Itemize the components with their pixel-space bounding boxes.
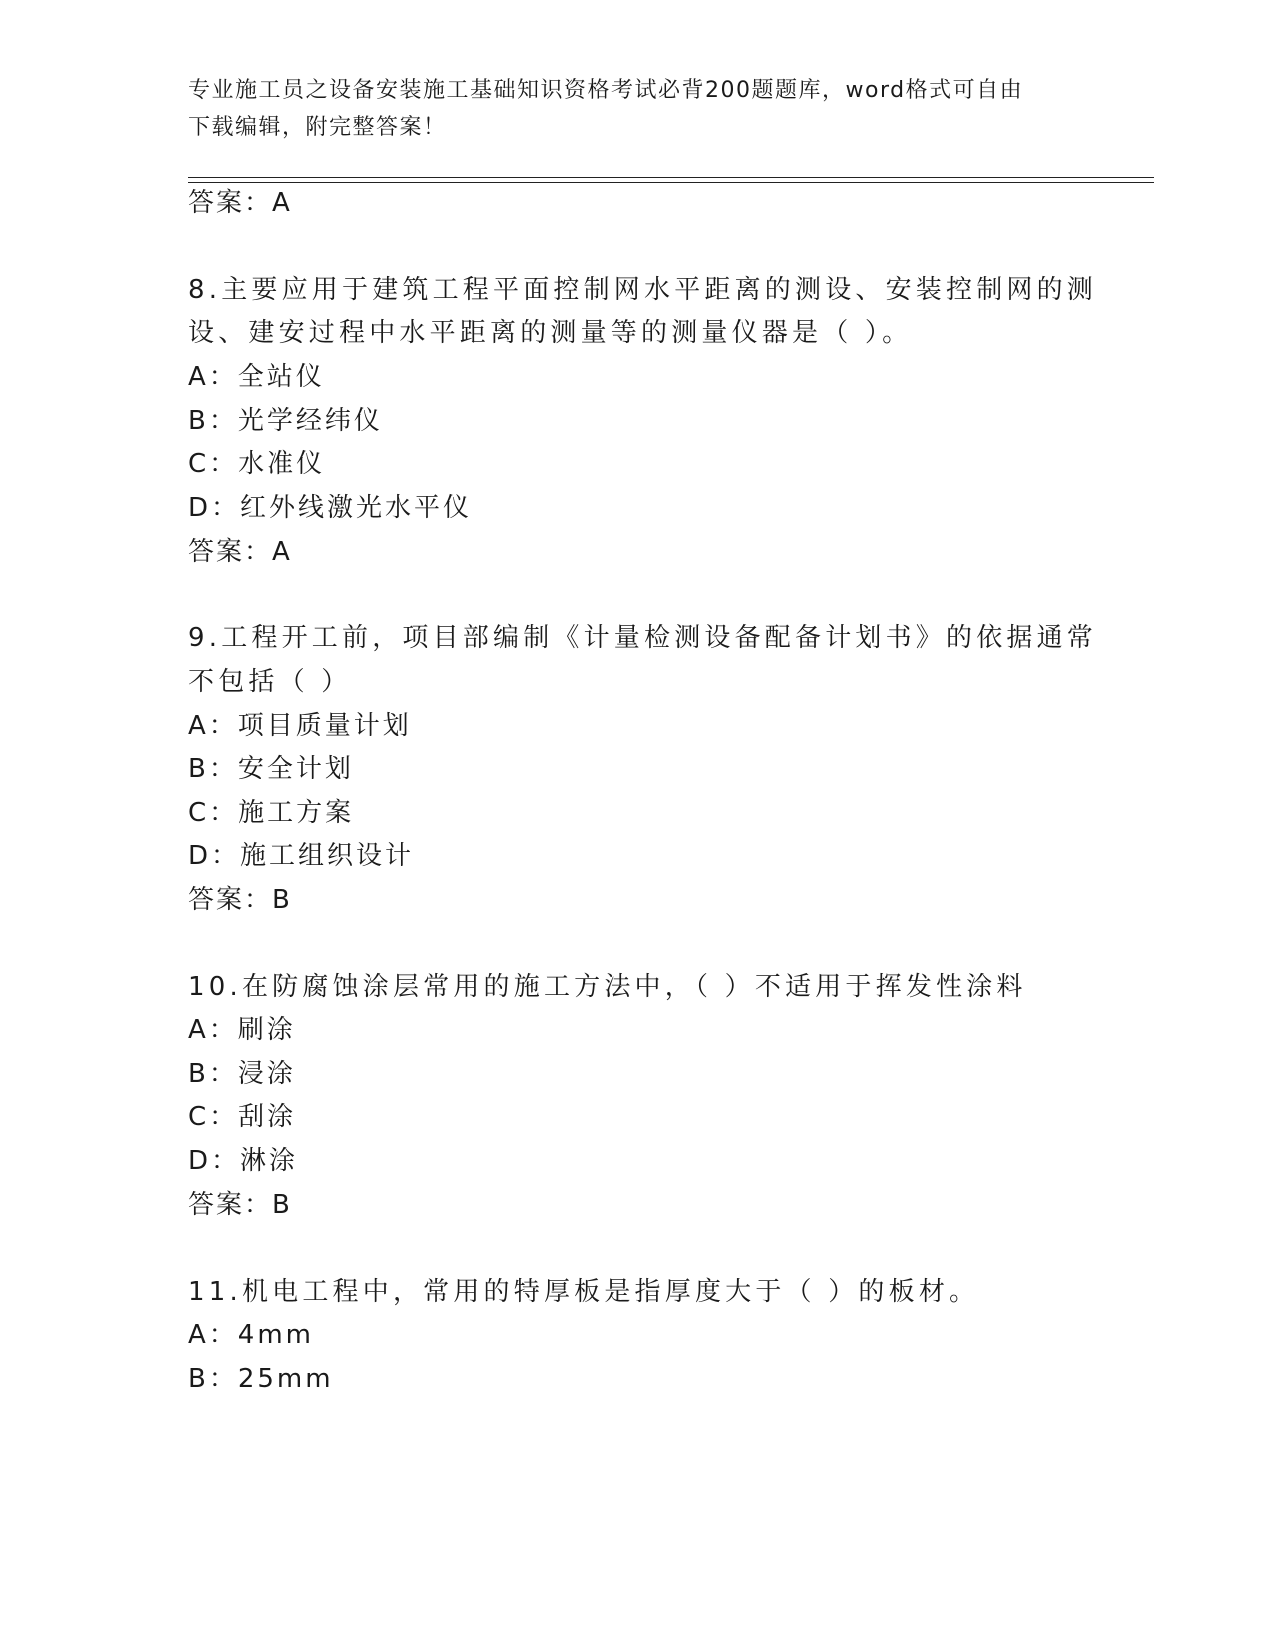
header-title-line-2: 下载编辑，附完整答案！ xyxy=(188,115,447,140)
question-8-answer: 答案：A xyxy=(188,537,292,567)
header-title-line-1: 专业施工员之设备安装施工基础知识资格考试必背200题题库，word格式可自由 xyxy=(188,78,1024,103)
question-11-text-line-1: 11.机电工程中，常用的特厚板是指厚度大于（ ）的板材。 xyxy=(188,1277,980,1307)
question-8-option-b: B：光学经纬仪 xyxy=(188,406,383,436)
document-header xyxy=(188,72,1078,146)
question-10-answer: 答案：B xyxy=(188,1190,292,1220)
question-8-text-line-1: 8.主要应用于建筑工程平面控制网水平距离的测设、安装控制网的测 xyxy=(188,275,1098,305)
header-divider-top xyxy=(188,177,1154,178)
question-8-text-line-2: 设、建安过程中水平距离的测量等的测量仪器是（ ）。 xyxy=(188,318,913,348)
question-10-option-c: C：刮涂 xyxy=(188,1102,297,1132)
question-8-option-a: A：全站仪 xyxy=(188,362,325,392)
question-8-option-c: C：水准仪 xyxy=(188,449,326,479)
question-10-text-line-1: 10.在防腐蚀涂层常用的施工方法中，（ ）不适用于挥发性涂料 xyxy=(188,972,1027,1002)
question-11-option-a: A：4mm xyxy=(188,1320,314,1350)
question-9-option-b: B：安全计划 xyxy=(188,754,354,784)
header-divider-bottom xyxy=(188,182,1154,183)
question-10-option-b: B：浸涂 xyxy=(188,1059,296,1089)
question-8-option-d: D：红外线激光水平仪 xyxy=(188,493,473,523)
question-9-text-line-2: 不包括（ ） xyxy=(188,667,352,697)
previous-answer: 答案：A xyxy=(188,188,292,218)
question-9-text-line-1: 9.工程开工前，项目部编制《计量检测设备配备计划书》的依据通常 xyxy=(188,623,1098,653)
question-9-answer: 答案：B xyxy=(188,885,292,915)
question-11-option-b: B：25mm xyxy=(188,1364,334,1394)
question-9-option-c: C：施工方案 xyxy=(188,798,355,828)
question-10-option-d: D：淋涂 xyxy=(188,1146,299,1176)
question-9-option-a: A：项目质量计划 xyxy=(188,711,412,741)
question-9-option-d: D：施工组织设计 xyxy=(188,841,415,871)
question-10-option-a: A：刷涂 xyxy=(188,1015,296,1045)
